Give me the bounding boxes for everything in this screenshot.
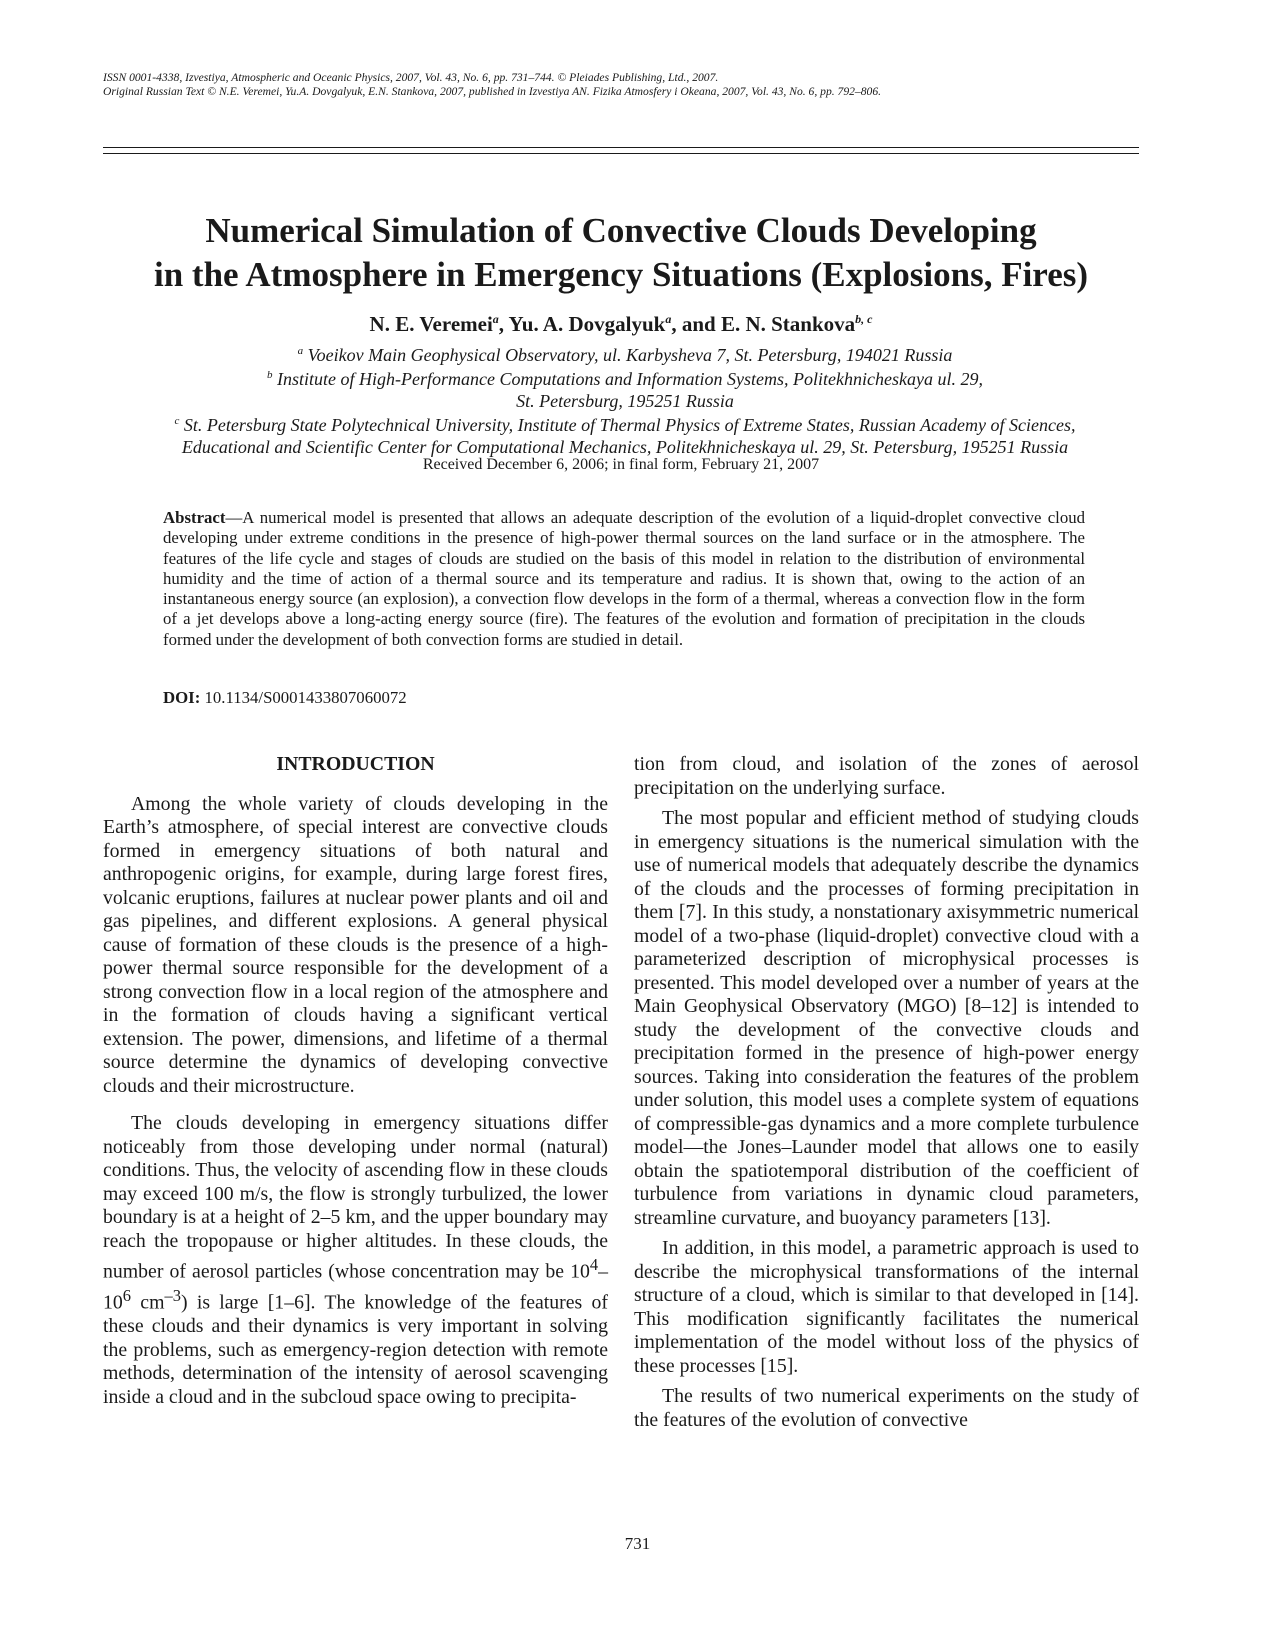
abstract-text: —A numerical model is presented that allows an adequate description of the evolution of a liquid-droplet convective cloud developing under extreme conditions in the presence of high-power thermal sources on the land surface or in the atmosphere. The features of the life cycle and stages of clouds are studied on the basis of this model in relation to the distribution of environmental humidity and the time of action of a thermal source and its temperature and radius. It is shown that, owing to the action of an instantaneous energy source (an explosion), a convection flow develops in the form of a thermal, whereas a convection flow in the form of a jet develops above a long-acting energy source (fire). The features of the evolution and formation of precipitation in the clouds formed under the development of both convection forms are studied in detail. bbox=[163, 508, 1085, 649]
doi-value: 10.1134/S0001433807060072 bbox=[200, 688, 407, 707]
paper-title bbox=[103, 209, 1139, 297]
affiliation-text: St. Petersburg, 195251 Russia bbox=[516, 391, 734, 411]
author-affil-mark: a bbox=[665, 312, 672, 326]
author-separator: , bbox=[498, 312, 509, 336]
column-right-flow bbox=[634, 753, 1139, 1432]
paragraph-text: The clouds developing in emergency situations differ noticeably from those developing under normal (natural) conditions. Thus, the velocity of ascending flow in these clouds may exceed 100 m/s, the flow is strongly turbulized, the lower boundary is at a height of 2–5 km, and the upper boundary may reach the tropopause or higher altitudes. In these clouds, the number of aerosol particles (whose concentration may be 10 bbox=[103, 1112, 608, 1283]
journal-citation-header bbox=[103, 71, 1183, 99]
page-number: 731 bbox=[624, 1534, 651, 1553]
superscript: 6 bbox=[122, 1286, 132, 1306]
author-stankova: E. N. Stankova bbox=[720, 312, 856, 336]
body-column-right bbox=[634, 753, 1139, 1432]
affiliation-text: Educational and Scientific Center for Computational Mechanics, Politekhnicheskaya ul. 29, St. Petersburg, 195251 Russia bbox=[181, 437, 1069, 457]
header-rule-bottom bbox=[103, 153, 1139, 154]
paragraph-text: –10 bbox=[103, 1260, 608, 1314]
body-column-left bbox=[103, 753, 608, 1409]
author-affil-mark: b, c bbox=[855, 312, 873, 326]
superscript: –3 bbox=[164, 1286, 181, 1306]
paragraph-text: ) is large [1–6]. The knowledge of the features of these clouds and their dynamics is very important in solving the problems, such as emergency-region detection with remote methods, determination of the intensity of aerosol scavenging inside a cloud and in the subcloud space owing to precipita- bbox=[103, 1291, 608, 1408]
header-rule-top bbox=[103, 147, 1139, 148]
affiliation-text: St. Petersburg State Polytechnical University, Institute of Thermal Physics of Extreme States, Russian Academy of Sciences, bbox=[179, 415, 1076, 435]
section-heading-introduction: INTRODUCTION bbox=[276, 753, 435, 775]
intro-paragraph-1: Among the whole variety of clouds developing in the Earth’s atmosphere, of special interest are convective clouds formed in emergency situations of both natural and anthropogenic origins, for example, during large forest fires, volcanic eruptions, failures at nuclear power plants and oil and gas pipelines, and different explosions. A general physical cause of formation of these clouds is the presence of a high-power thermal source responsible for the development of a strong convection flow in a local region of the atmosphere and in the formation of clouds having a significant vertical extension. The power, dimensions, and lifetime of a thermal source determine the dynamics of developing convective clouds and their microstructure. bbox=[103, 792, 608, 1097]
affiliation-mark: b bbox=[267, 369, 273, 381]
doi-label: DOI: bbox=[163, 688, 201, 707]
intro-paragraph-3: The most popular and efficient method of studying clouds in emergency situations is the numerical simulation with the use of numerical models that adequately describe the dynamics of the clouds and the processes of forming precipitation in them [7]. In this study, a nonstationary axisymmetric numerical model of a two-phase (liquid-droplet) convective cloud with a parameterized description of microphysical processes is presented. This model developed over a number of years at the Main Geophysical Observatory (MGO) [8–12] is intended to study the development of the convective clouds and precipitation formed in the presence of high-power energy sources. Taking into consideration the features of the problem under solution, this model uses a complete system of equations of compressible-gas dynamics and a more complete turbulence model—the Jones–Launder model that allows one to easily obtain the spatiotemporal distribution of the coefficient of turbulence from variations in dynamic cloud parameters, streamline curvature, and buoyancy parameters [13]. bbox=[634, 807, 1139, 1229]
affiliation-b bbox=[95, 364, 1155, 412]
affiliation-text: Institute of High-Performance Computations and Information Systems, Politekhnicheskaya ul. 29, bbox=[272, 369, 983, 389]
affiliation-a bbox=[95, 340, 1155, 366]
affiliation-mark: a bbox=[297, 345, 304, 357]
title-line-2: in the Atmosphere in Emergency Situations (Explosions, Fires) bbox=[153, 255, 1089, 294]
abstract bbox=[163, 508, 1085, 650]
affiliation-mark: c bbox=[174, 415, 180, 427]
abstract-label: Abstract bbox=[163, 508, 226, 527]
affiliation-c bbox=[95, 410, 1155, 458]
author-list bbox=[103, 306, 1139, 337]
intro-paragraph-5: The results of two numerical experiments on the study of the features of the evolution of convective bbox=[634, 1385, 1139, 1431]
author-veremei: N. E. Veremei bbox=[369, 312, 493, 336]
affiliation-text: Voeikov Main Geophysical Observatory, ul. Karbysheva 7, St. Petersburg, 194021 Russia bbox=[303, 345, 953, 365]
received-dates: Received December 6, 2006; in final form, February 21, 2007 bbox=[422, 456, 820, 473]
author-dovgalyuk: Yu. A. Dovgalyuk bbox=[508, 312, 666, 336]
title-line-1: Numerical Simulation of Convective Clouds Developing bbox=[205, 211, 1037, 250]
citation-line-2: Original Russian Text © N.E. Veremei, Yu.A. Dovgalyuk, E.N. Stankova, 2007, published in Izvestiya AN. Fizika Atmosfery i Okeana, 2007, Vol. 43, No. 6, pp. 792–806. bbox=[103, 85, 882, 98]
intro-paragraph-2 bbox=[103, 1112, 608, 1409]
author-affil-mark: a bbox=[492, 312, 499, 326]
paragraph-text: cm bbox=[131, 1291, 165, 1314]
doi bbox=[163, 688, 1085, 708]
citation-line-1: ISSN 0001-4338, Izvestiya, Atmospheric and Oceanic Physics, 2007, Vol. 43, No. 6, pp. 731–744. © Pleiades Publishing, Ltd., 2007. bbox=[103, 71, 719, 84]
intro-paragraph-4: In addition, in this model, a parametric approach is used to describe the microphysical transformations of the internal structure of a cloud, which is similar to that developed in [14]. This modification significantly facilitates the numerical implementation of the model without loss of the physics of these processes [15]. bbox=[634, 1237, 1139, 1377]
superscript: 4 bbox=[589, 1255, 599, 1274]
intro-paragraph-2-continued: tion from cloud, and isolation of the zones of aerosol precipitation on the underlying surface. bbox=[634, 753, 1139, 799]
author-separator: , and bbox=[671, 312, 721, 336]
